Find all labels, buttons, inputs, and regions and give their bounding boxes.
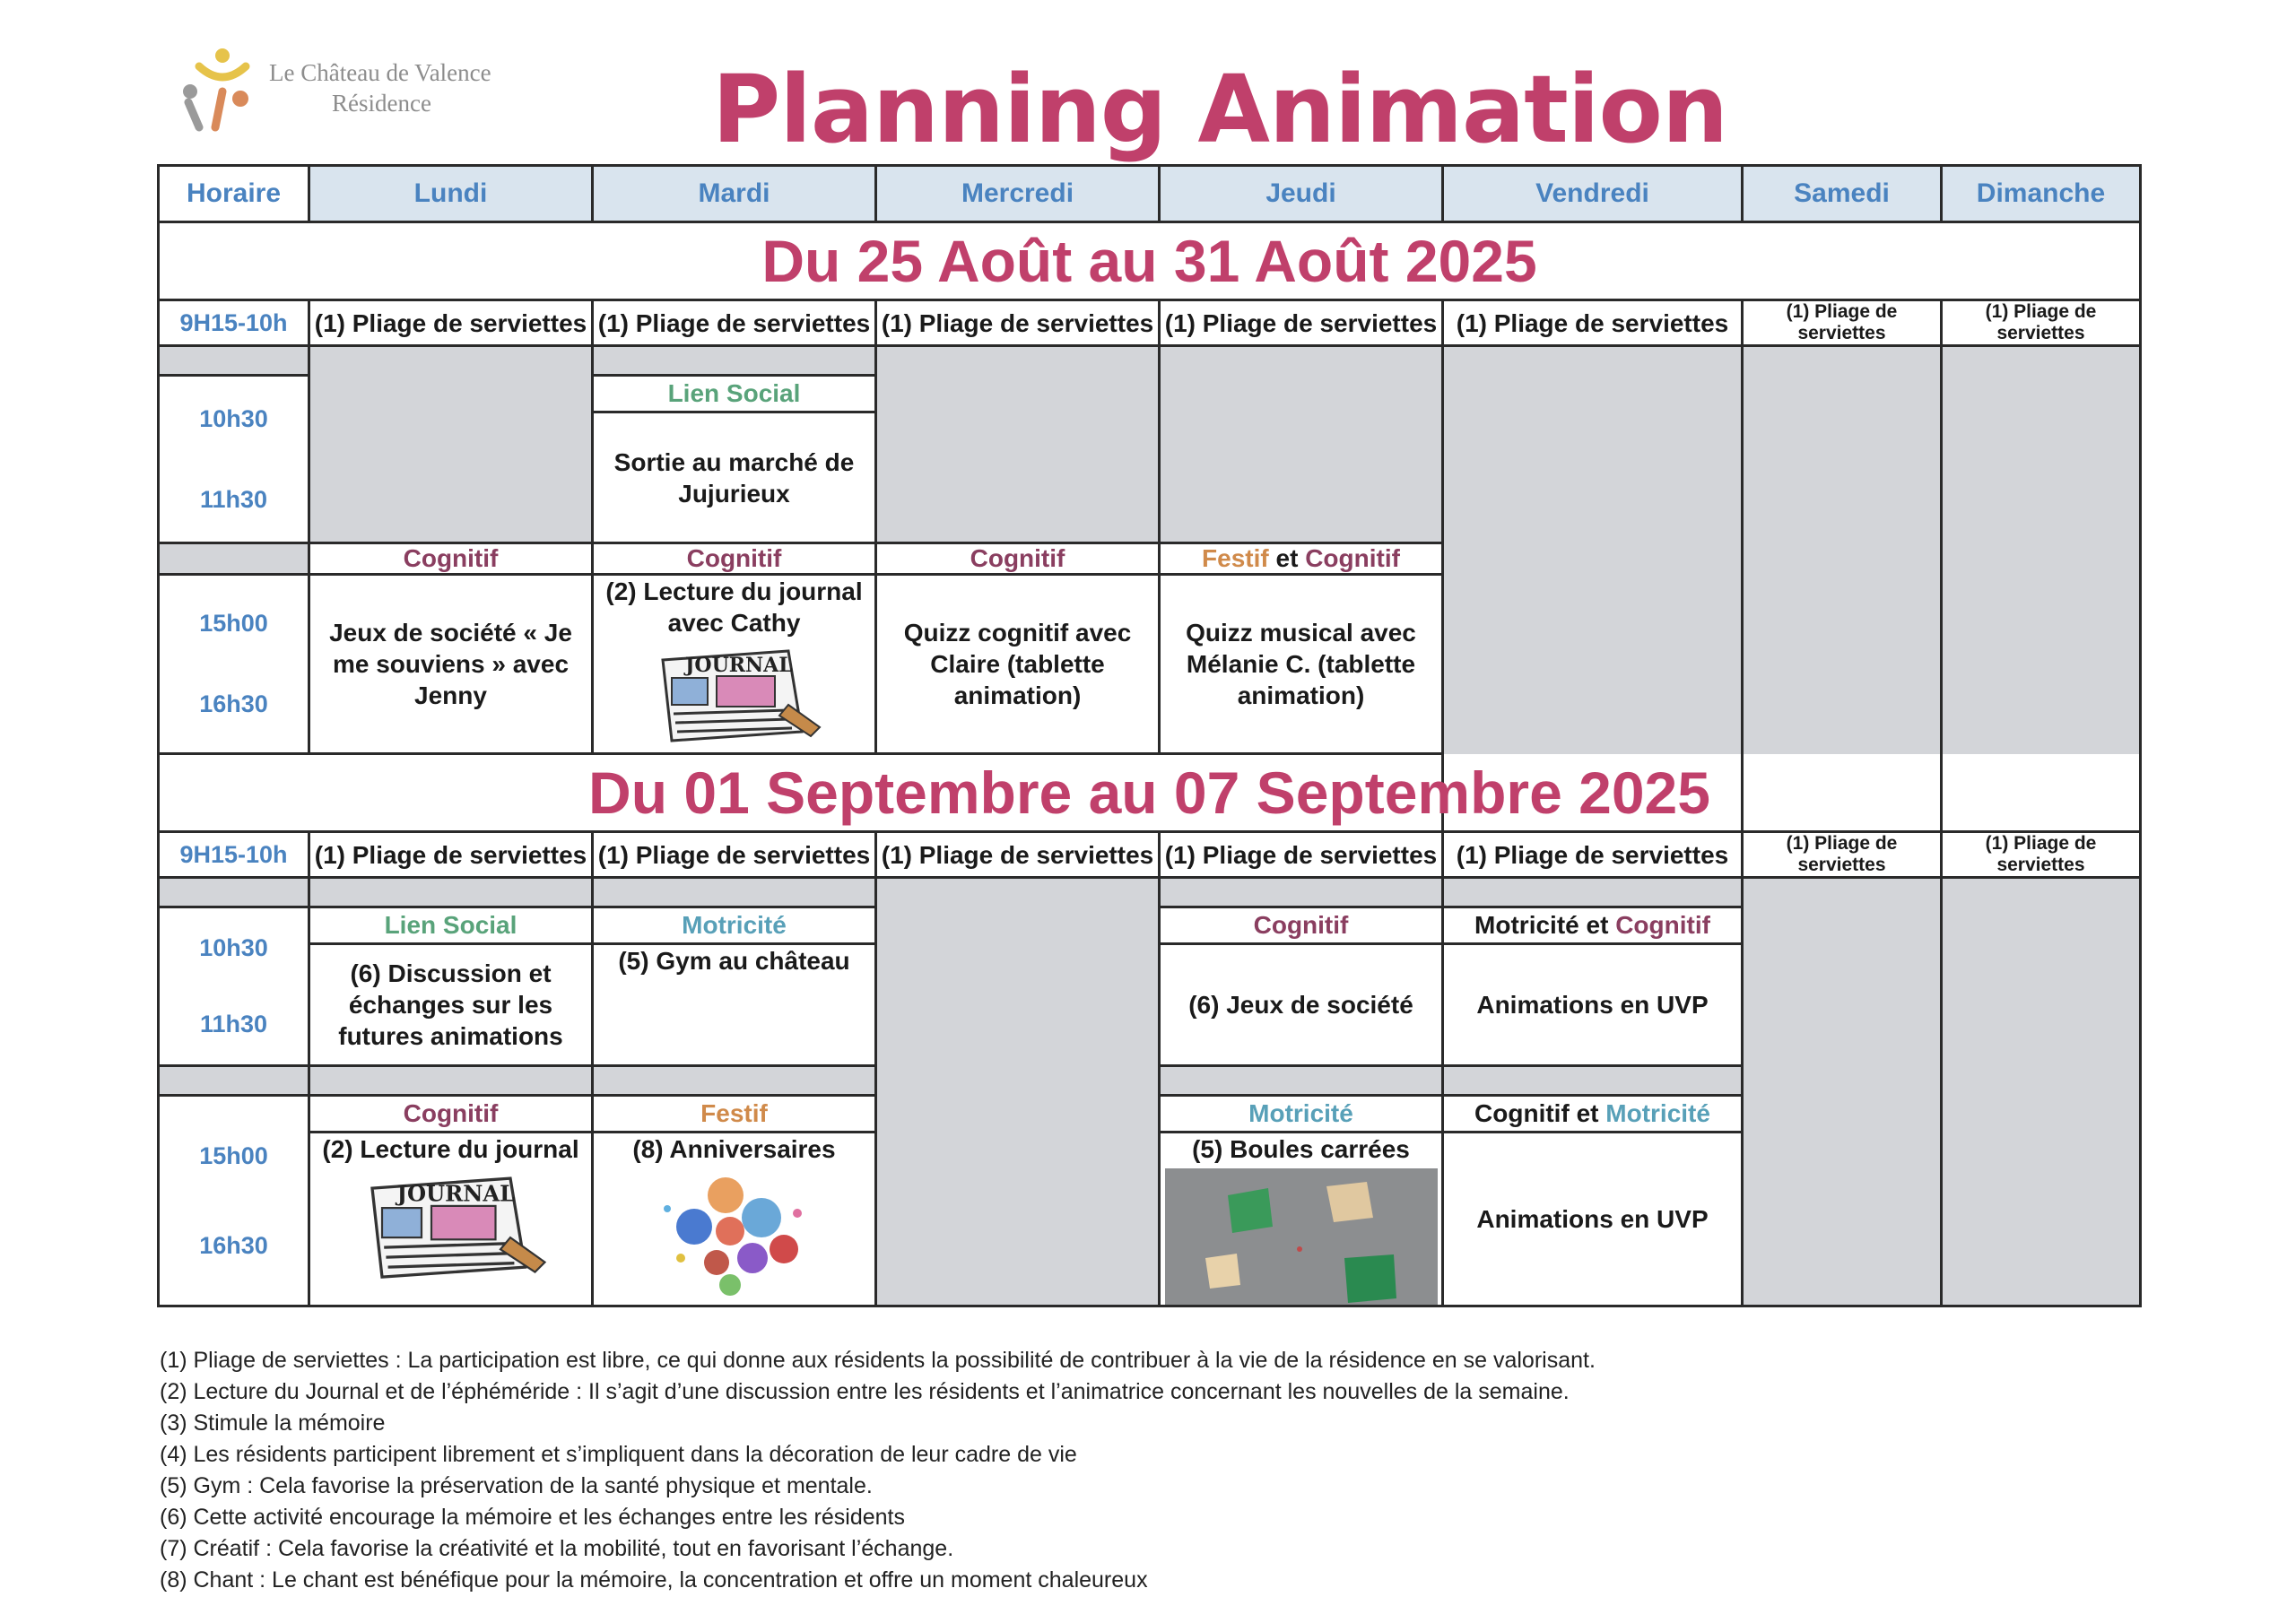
week1-mardi-pm-cell [593, 575, 876, 754]
week2-vendredi-pm-activity: Animations en UVP [1443, 1133, 1743, 1306]
week1-dimanche-pliage: (1) Pliage de serviettes [1942, 300, 2141, 346]
week1-title-row [159, 222, 2141, 300]
week2-mardi-pm-activity: (8) Anniversaires [632, 1135, 836, 1163]
week2-pm-times [159, 1096, 309, 1306]
planning-table [157, 164, 2142, 1307]
week1-pm-times [159, 575, 309, 754]
header-lundi: Lundi [309, 166, 593, 222]
week1-mardi-am-label: Lien Social [593, 376, 876, 412]
week1-lundi-pliage: (1) Pliage de serviettes [309, 300, 593, 346]
week1-lundi-am-empty [309, 346, 593, 543]
svg-text:JOURNAL: JOURNAL [684, 654, 793, 677]
week1-mardi-pm-label: Cognitif [593, 543, 876, 575]
week1-pm-time-end: 16h30 [199, 690, 268, 717]
footnote-8: (8) Chant : Le chant est bénéfique pour la mémoire, la concentration et offre un moment chaleureux [160, 1567, 1148, 1593]
day-header-row [159, 166, 2141, 222]
logo-line1: Le Château de Valence [269, 59, 491, 86]
week2-title: Du 01 Septembre au 07 Septembre 2025 [159, 754, 2141, 832]
week2-mardi-am-activity: (5) Gym au château [593, 944, 876, 1066]
page-title: Planning Animation [711, 55, 1728, 164]
week2-samedi-empty [1743, 878, 1942, 1306]
footnote-6: (6) Cette activité encourage la mémoire et les échanges entre les résidents [160, 1505, 905, 1530]
week1-jeudi-am-empty [1160, 346, 1443, 543]
week1-jeudi-pm-label: Festif et Cognitif [1160, 543, 1443, 575]
week2-mardi-pliage: (1) Pliage de serviettes [593, 832, 876, 878]
week2-jeudi-am-activity: (6) Jeux de société [1160, 944, 1443, 1066]
week2-am-time-end: 11h30 [199, 1011, 268, 1037]
newspaper-icon [645, 642, 824, 748]
week2-am-times [159, 907, 309, 1066]
week1-mercredi-pm-label: Cognitif [876, 543, 1160, 575]
balloons-icon [640, 1168, 829, 1303]
week2-vendredi-am-label: Motricité et Cognitif [1443, 907, 1743, 944]
week2-pm-time-end: 16h30 [199, 1231, 268, 1259]
week2-morning-slot: 9H15-10h [159, 832, 309, 878]
week1-am-time-start: 10h30 [199, 404, 268, 432]
week1-samedi-pliage: (1) Pliage de serviettes [1743, 300, 1942, 346]
week2-dimanche-pliage: (1) Pliage de serviettes [1942, 832, 2141, 878]
week1-pm-time-start: 15h00 [199, 610, 268, 637]
week1-title: Du 25 Août au 31 Août 2025 [159, 222, 2141, 300]
week1-mercredi-pm-activity: Quizz cognitif avec Claire (tablette animation) [876, 575, 1160, 754]
week2-lundi-pm-cell [309, 1133, 593, 1306]
footnotes [160, 1345, 2222, 1596]
week2-jeudi-pliage: (1) Pliage de serviettes [1160, 832, 1443, 878]
week2-lundi-am-label: Lien Social [309, 907, 593, 944]
week2-lundi-am-activity: (6) Discussion et échanges sur les futures animations [309, 944, 593, 1066]
week2-mercredi-empty [876, 878, 1160, 1306]
week2-mardi-pm-label: Festif [593, 1096, 876, 1133]
week2-jeudi-am-label: Cognitif [1160, 907, 1443, 944]
week2-mercredi-pliage: (1) Pliage de serviettes [876, 832, 1160, 878]
week1-jeudi-pliage: (1) Pliage de serviettes [1160, 300, 1443, 346]
week1-mardi-am-activity: Sortie au marché de Jujurieux [593, 412, 876, 543]
week2-am-time-start: 10h30 [199, 934, 268, 961]
week1-vendredi-pliage: (1) Pliage de serviettes [1443, 300, 1743, 346]
logo-line2: Résidence [332, 90, 431, 117]
footnote-5: (5) Gym : Cela favorise la préservation de la santé physique et mentale. [160, 1473, 873, 1498]
week1-mercredi-pliage: (1) Pliage de serviettes [876, 300, 1160, 346]
footnote-4: (4) Les résidents participent librement et s’impliquent dans la décoration de leur cadre de vie [160, 1442, 1077, 1467]
week1-mercredi-am-empty [876, 346, 1160, 543]
week2-vendredi-am-activity: Animations en UVP [1443, 944, 1743, 1066]
week2-lundi-pm-label: Cognitif [309, 1096, 593, 1133]
header-mercredi: Mercredi [876, 166, 1160, 222]
footnote-1: (1) Pliage de serviettes : La participation est libre, ce qui donne aux résidents la possibilité de contribuer à la vie de la résidence en se valorisant. [160, 1348, 1596, 1373]
week1-morning-slot: 9H15-10h [159, 300, 309, 346]
svg-text:JOURNAL: JOURNAL [396, 1180, 515, 1207]
header-vendredi: Vendredi [1443, 166, 1743, 222]
week1-am-time-end: 11h30 [199, 485, 268, 513]
week2-dimanche-empty [1942, 878, 2141, 1306]
header-samedi: Samedi [1743, 166, 1942, 222]
square-boules-photo [1165, 1168, 1438, 1305]
week2-jeudi-pm-activity: (5) Boules carrées [1192, 1135, 1410, 1163]
header-jeudi: Jeudi [1160, 166, 1443, 222]
week1-lundi-pm-activity: Jeux de société « Je me souviens » avec Jenny [309, 575, 593, 754]
week2-jeudi-pm-cell [1160, 1133, 1443, 1306]
week1-mardi-pm-activity: (2) Lecture du journal avec Cathy [605, 577, 863, 637]
header-dimanche: Dimanche [1942, 166, 2141, 222]
newspaper-icon [352, 1168, 550, 1285]
week2-lundi-pm-activity: (2) Lecture du journal [322, 1135, 579, 1163]
week2-title-row [159, 754, 2141, 832]
week2-lundi-pliage: (1) Pliage de serviettes [309, 832, 593, 878]
week1-am-times [159, 376, 309, 543]
header-horaire: Horaire [159, 166, 309, 222]
footnote-2: (2) Lecture du Journal et de l’éphéméride : Il s’agit d’une discussion entre les résidents et l’animatrice concernant les nouvelles de la semaine. [160, 1379, 1570, 1404]
week2-jeudi-pm-label: Motricité [1160, 1096, 1443, 1133]
week1-morning-row [159, 300, 2141, 346]
week1-mardi-pliage: (1) Pliage de serviettes [593, 300, 876, 346]
week1-lundi-pm-label: Cognitif [309, 543, 593, 575]
week2-vendredi-pliage: (1) Pliage de serviettes [1443, 832, 1743, 878]
week2-samedi-pliage: (1) Pliage de serviettes [1743, 832, 1942, 878]
footnote-3: (3) Stimule la mémoire [160, 1410, 386, 1436]
header-mardi: Mardi [593, 166, 876, 222]
week1-jeudi-pm-activity: Quizz musical avec Mélanie C. (tablette animation) [1160, 575, 1443, 754]
week2-mardi-pm-cell [593, 1133, 876, 1306]
week2-vendredi-pm-label: Cognitif et Motricité [1443, 1096, 1743, 1133]
week2-pm-time-start: 15h00 [199, 1141, 268, 1169]
week2-mardi-am-label: Motricité [593, 907, 876, 944]
footnote-7: (7) Créatif : Cela favorise la créativité et la mobilité, tout en favorisant l’échange. [160, 1536, 954, 1561]
week2-morning-row [159, 832, 2141, 878]
